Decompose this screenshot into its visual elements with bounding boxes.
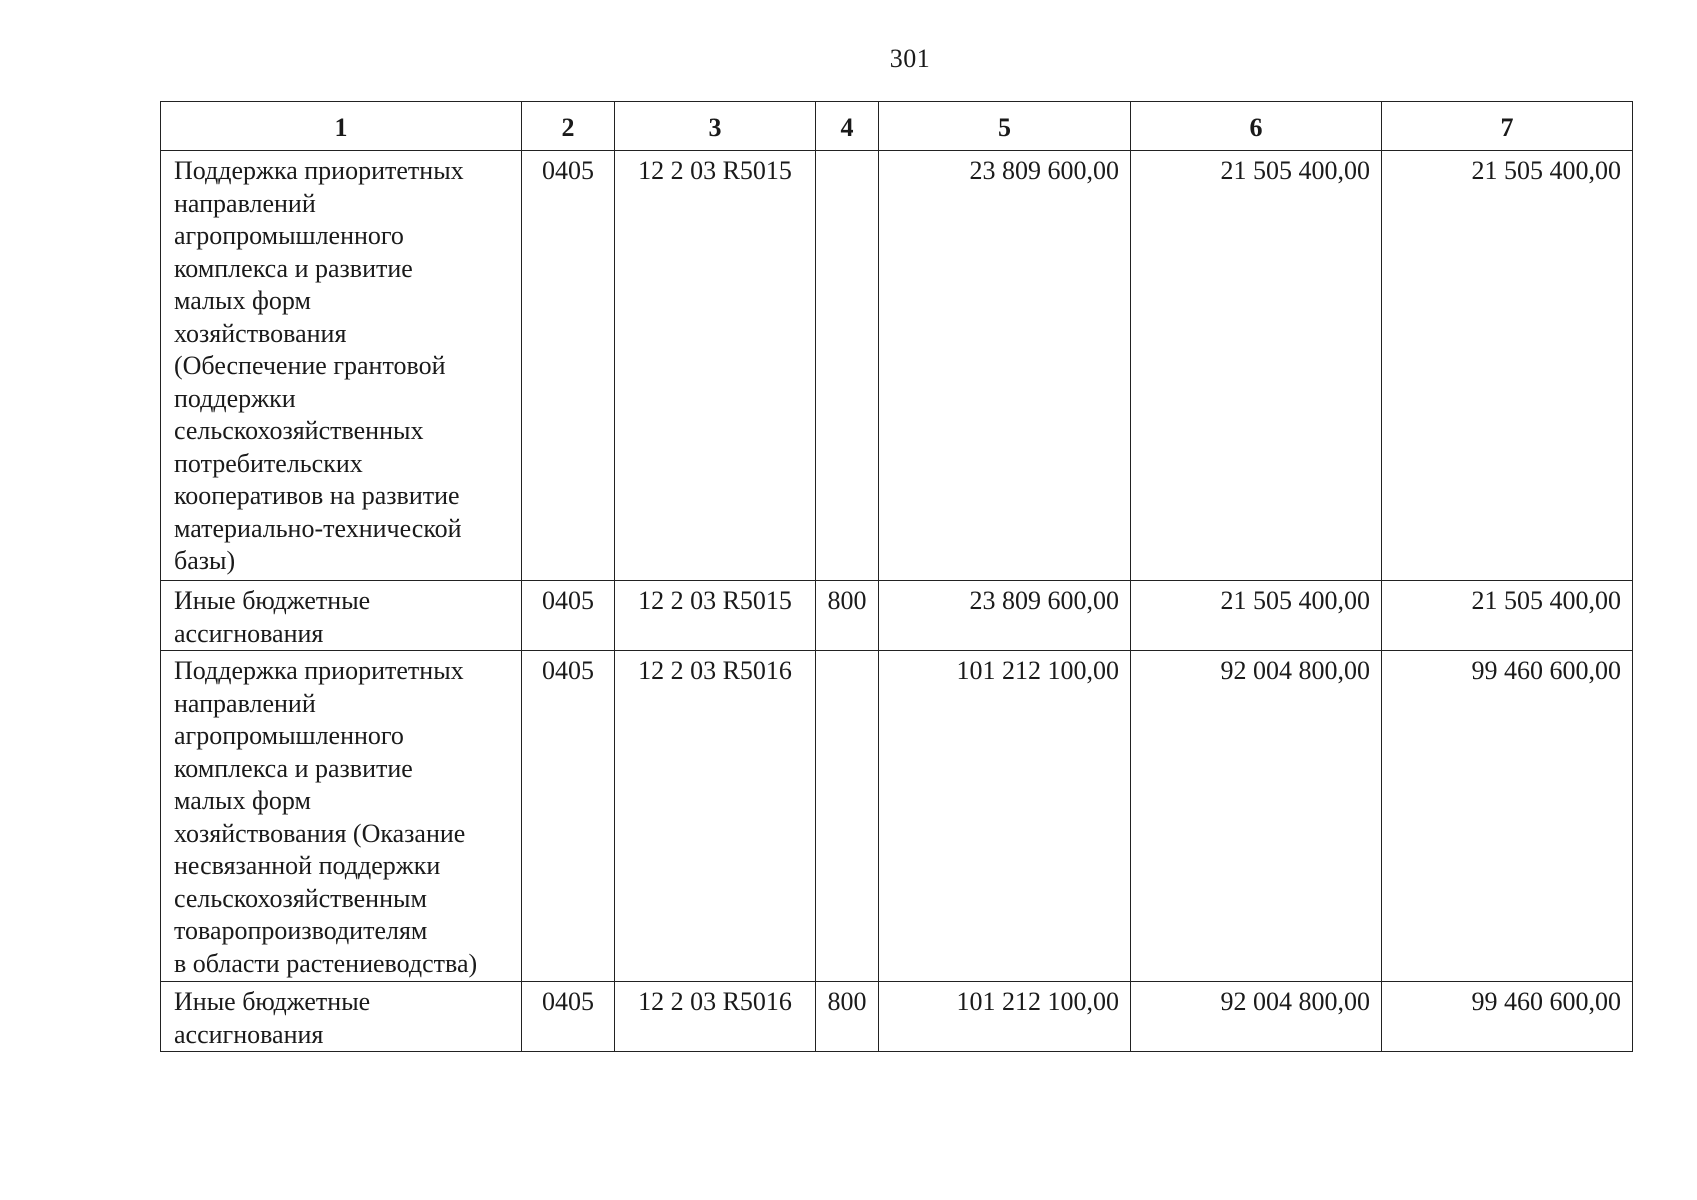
type-cell: [816, 151, 879, 581]
amount-cell: 92 004 800,00: [1131, 982, 1382, 1052]
amount-cell: 101 212 100,00: [879, 651, 1131, 982]
amount-cell: 21 505 400,00: [1382, 581, 1633, 651]
name-line: агропромышленного: [174, 721, 404, 750]
code-cell: 12 2 03 R5015: [615, 151, 816, 581]
column-header: 3: [615, 102, 816, 151]
name-line: Иные бюджетные: [174, 586, 371, 615]
type-cell: 800: [816, 982, 879, 1052]
amount-cell: 92 004 800,00: [1131, 651, 1382, 982]
row-name-cell: [161, 581, 522, 651]
name-line: товаропроизводителям: [174, 916, 428, 945]
name-line: материально-технической: [174, 513, 462, 543]
amount-cell: 23 809 600,00: [879, 581, 1131, 651]
name-line: агропромышленного: [174, 221, 404, 250]
name-line: Иные бюджетные: [174, 987, 371, 1016]
name-line: сельскохозяйственным: [174, 883, 427, 913]
name-line: направлений: [174, 188, 316, 218]
type-cell: [816, 651, 879, 982]
table-row: [161, 651, 1633, 982]
amount-cell: 21 505 400,00: [1382, 151, 1633, 581]
name-line: сельскохозяйственных: [174, 416, 424, 445]
table-row: [161, 982, 1633, 1052]
name-line: малых форм: [174, 786, 311, 815]
name-line: несвязанной поддержки: [174, 851, 441, 880]
column-header: 7: [1382, 102, 1633, 151]
name-line: потребительских: [174, 448, 363, 478]
table-row: [161, 151, 1633, 581]
name-line: комплекса и развитие: [174, 253, 413, 283]
name-line: (Обеспечение грантовой: [174, 351, 446, 380]
name-line: ассигнования: [174, 618, 324, 648]
section-cell: 0405: [522, 151, 615, 581]
header-row: [161, 102, 1633, 151]
row-name-cell: [161, 651, 522, 982]
amount-cell: 21 505 400,00: [1131, 581, 1382, 651]
amount-cell: 21 505 400,00: [1131, 151, 1382, 581]
name-line: Поддержка приоритетных: [174, 156, 464, 185]
name-line: ассигнования: [174, 1019, 324, 1049]
section-cell: 0405: [522, 651, 615, 982]
row-name-cell: [161, 982, 522, 1052]
row-name-cell: [161, 151, 522, 581]
name-line: малых форм: [174, 286, 311, 315]
column-header: 1: [161, 102, 522, 151]
section-cell: 0405: [522, 581, 615, 651]
section-cell: 0405: [522, 982, 615, 1052]
table-row: [161, 581, 1633, 651]
column-header: 6: [1131, 102, 1382, 151]
name-line: кооперативов на развитие: [174, 481, 460, 510]
name-line: базы): [174, 546, 236, 575]
code-cell: 12 2 03 R5015: [615, 581, 816, 651]
amount-cell: 99 460 600,00: [1382, 651, 1633, 982]
amount-cell: 99 460 600,00: [1382, 982, 1633, 1052]
name-line: комплекса и развитие: [174, 753, 413, 783]
amount-cell: 23 809 600,00: [879, 151, 1131, 581]
code-cell: 12 2 03 R5016: [615, 982, 816, 1052]
budget-table: [160, 101, 1633, 1052]
name-line: хозяйствования (Оказание: [174, 818, 466, 848]
column-header: 5: [879, 102, 1131, 151]
page-number: 301: [889, 44, 931, 73]
name-line: хозяйствования: [174, 318, 347, 348]
name-line: Поддержка приоритетных: [174, 656, 464, 685]
name-line: в области растениеводства): [174, 948, 478, 978]
column-header: 4: [816, 102, 879, 151]
amount-cell: 101 212 100,00: [879, 982, 1131, 1052]
name-line: поддержки: [174, 383, 296, 413]
code-cell: 12 2 03 R5016: [615, 651, 816, 982]
type-cell: 800: [816, 581, 879, 651]
column-header: 2: [522, 102, 615, 151]
name-line: направлений: [174, 688, 316, 718]
